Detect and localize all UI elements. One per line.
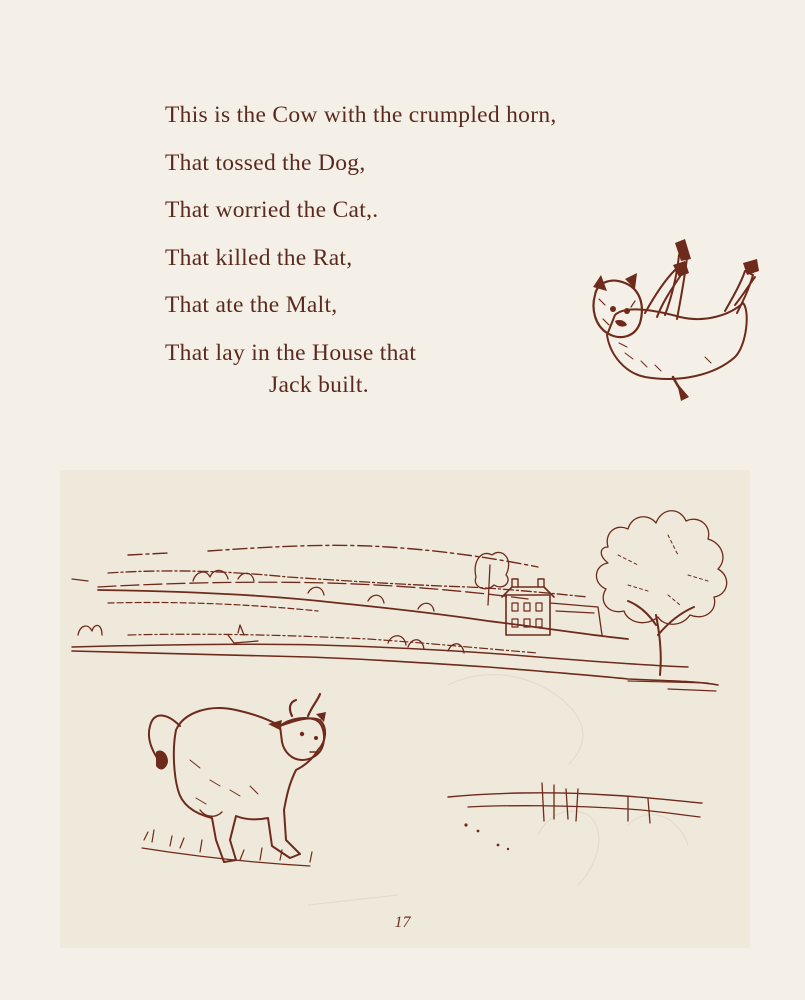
verse-line-4: That killed the Rat, — [165, 244, 353, 271]
verse-line-2: That tossed the Dog, — [165, 149, 366, 176]
verse-line-7: Jack built. — [269, 372, 369, 398]
verse-line-5: That ate the Malt, — [165, 292, 338, 318]
verse-line-6: That lay in the House that — [165, 339, 417, 366]
large-tree — [596, 511, 726, 675]
farmhouse — [502, 579, 602, 635]
verse-line-1: This is the Cow with the crumpled horn, — [165, 102, 557, 128]
verse-line-3: That worried the Cat,. — [165, 197, 379, 223]
page-number: 17 — [394, 914, 411, 931]
cow-with-crumpled-horn-illustration — [140, 690, 340, 875]
tossed-dog-illustration — [585, 235, 765, 405]
